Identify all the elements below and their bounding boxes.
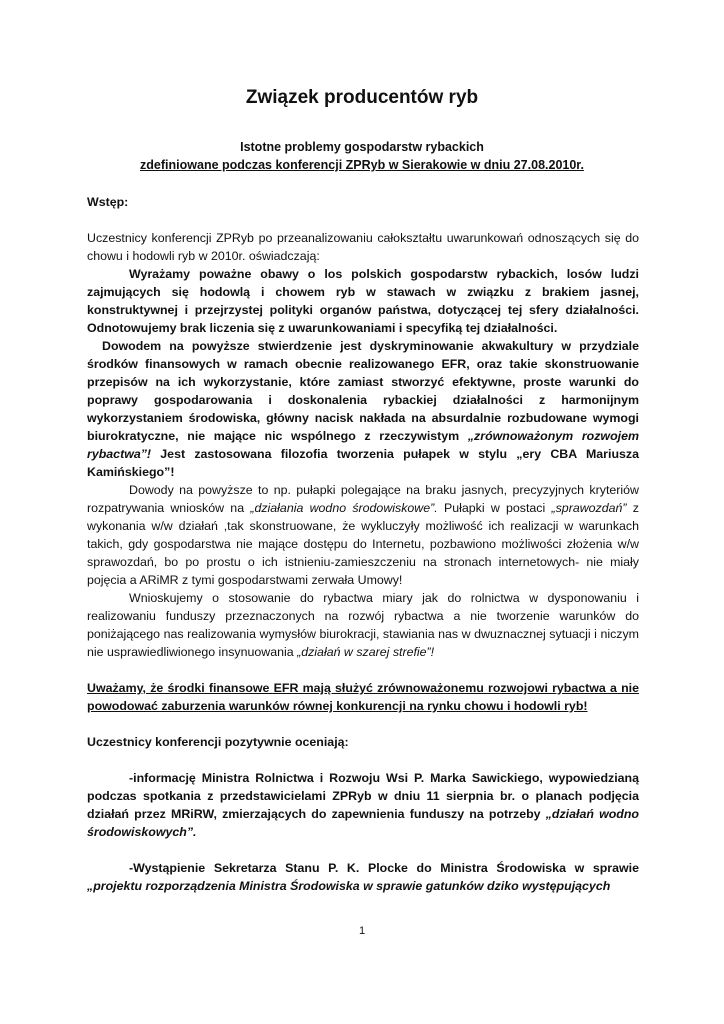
paragraph-evidence-text-a: Dowodem na powyższe stwierdzenie jest dyskryminowanie akwakultury w przydziale środków finansowych w ramach obecnie realizowanego EFR, oraz takie skonstruowanie przepisów na ich wykorzystanie, które zamiast stworzyć efektywne, proste warunki do poprawy gospodarowania i doskonalenia rybackiej działalności z harmonijnym wykorzystaniem środowiska, główny nacisk nakłada na absurdalnie rozbudowane wymogi biurokratyczne, nie mające nic wspólnego z rzeczywistym [87, 339, 639, 443]
page-number: 1 [358, 925, 366, 937]
paragraph-request-text: Wnioskujemy o stosowanie do rybactwa miary jak do rolnictwa w dysponowaniu i realizowaniu funduszy przeznaczonych na rozwój rybactwa a nie tworzenie warunków do poniżającego nas realizowania wymysłów biurokracji, stawiania nas w dwuznacznej sytuacji i niczym nie usprawiedliwionego insynuowania [87, 591, 639, 659]
paragraph-concerns: Wyrażamy poważne obawy o los polskich gospodarstw rybackich, losów ludzi zajmujących się hodowlą i chowem ryb w stawach w związku z brakiem jasnej, konstruktywnej i przejrzystej polityki organów państwa, dotyczącej tej sfery działalności. Odnotowujemy brak liczenia się z uwarunkowaniami i specyfiką tej działalności. [87, 267, 639, 335]
paragraph-evidence-text-b: Jest zastosowana filozofia tworzenia pułapek w stylu „ery CBA Mariusza Kamińskiego”! [87, 447, 639, 479]
paragraph-traps-italic-2: „sprawozdań” [551, 501, 627, 515]
paragraph-evidence-italic: „zrównoważonym rozwojem rybactwa”! [87, 429, 639, 461]
positive-item-2-italic: „projektu rozporządzenia Ministra Środowiska w sprawie gatunków dziko występujących [87, 879, 611, 893]
paragraph-traps [87, 481, 639, 589]
statement-paragraph: Uważamy, że środki finansowe EFR mają służyć zrównoważonemu rozwojowi rybactwa a nie powodować zaburzenia warunków równej konkurencji na rynku chowu i hodowli ryb! [87, 681, 639, 713]
document-title: Związek producentów ryb [245, 87, 479, 108]
paragraph-traps-italic-1: „działania wodno środowiskowe”. [250, 501, 438, 515]
positive-item-2-text: -Wystąpienie Sekretarza Stanu P. K. Plocke do Ministra Środowiska w sprawie [129, 861, 639, 875]
positive-item-2 [87, 859, 639, 895]
paragraph-traps-text-b: Pułapki w postaci [437, 501, 552, 515]
positive-item-1-italic: „działań wodno środowiskowych”. [87, 807, 639, 839]
paragraph-request [87, 589, 639, 661]
document-body [87, 193, 639, 895]
subtitle-line-2: zdefiniowane podczas konferencji ZPRyb w Sierakowie w dniu 27.08.2010r. [140, 158, 584, 172]
paragraph-evidence [87, 337, 639, 481]
paragraph-traps-text-a: Dowody na powyższe to np. pułapki polegające na braku jasnych, precyzyjnych kryteriów rozpatrywania wniosków na [87, 483, 639, 515]
positive-item-1-text: -informację Ministra Rolnictwa i Rozwoju Wsi P. Marka Sawickiego, wypowiedzianą podczas spotkania z przedstawicielami ZPRyb w dniu 11 sierpnia br. o planach podjęcia działań przez MRiRW, zmierzających do zapewnienia funduszy na potrzeby [87, 771, 639, 821]
paragraph-intro: Uczestnicy konferencji ZPRyb po przeanalizowaniu całokształtu uwarunkowań odnoszących się do chowu i hodowli ryb w 2010r. oświadczają: [87, 231, 639, 263]
positive-item-1 [87, 769, 639, 841]
paragraph-request-italic: „działań w szarej strefie”! [297, 645, 435, 659]
intro-heading: Wstęp: [87, 195, 129, 209]
paragraph-traps-text-c: z wykonania w/w działań ,tak skonstruowane, że wykluczyły możliwość ich realizacji w warunkach takich, gdy gospodarstwa nie mające dostępu do Internetu, pozbawiono możliwości złożenia w/w sprawozdań, bo po prostu o ich istnieniu-zamieszczeniu na stronach internetowych- nie miały pojęcia a ARiMR z tymi gospodarstwami zerwała Umowy! [87, 501, 639, 587]
positive-heading: Uczestnicy konferencji pozytywnie oceniają: [87, 735, 349, 749]
subtitle-line-1: Istotne problemy gospodarstw rybackich [240, 140, 484, 154]
